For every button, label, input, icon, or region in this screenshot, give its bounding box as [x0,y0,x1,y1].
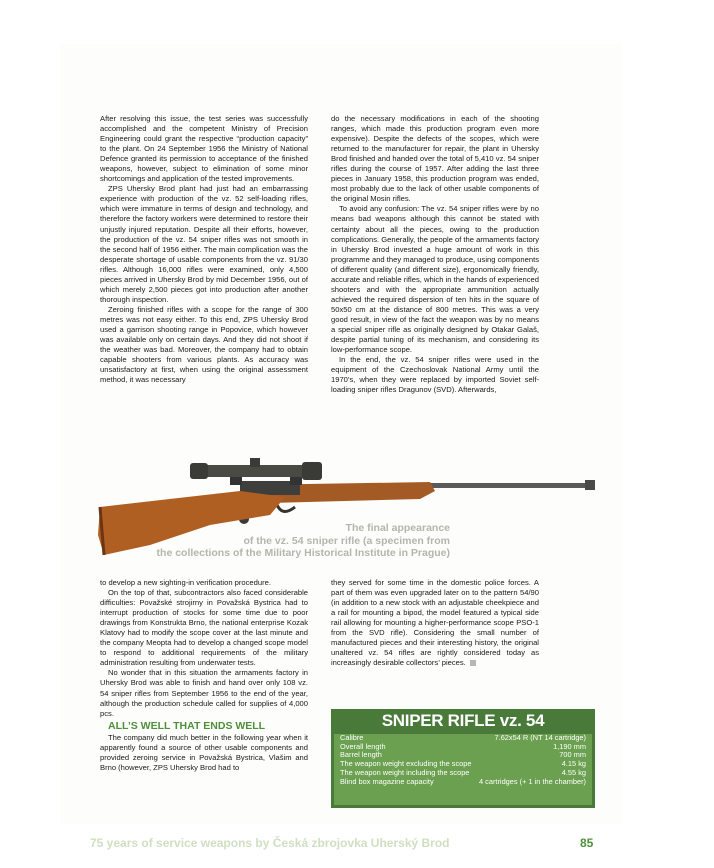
spec-value: 4 cartridges (+ 1 in the chamber) [478,776,586,786]
text-column-2 [331,114,539,395]
spec-value: 1,190 mm [553,741,586,751]
page-number: 85 [580,836,594,850]
paragraph [331,578,539,668]
spec-label: The weapon weight excluding the scope [340,759,472,769]
spec-label: Calibre [340,733,364,742]
spec-value: 4.55 kg [561,767,586,777]
spec-value: 7.62x54 R (NT 14 cartridge) [494,733,586,742]
text-column-4 [331,578,539,668]
end-of-article-icon [470,660,476,666]
rifle-muzzle [585,480,595,490]
spec-label: Overall length [340,741,386,751]
spec-row [334,778,592,787]
caption-line: The final appearance [345,522,450,534]
spec-table [334,734,592,805]
paragraph: No wonder that in this situation the armaments factory in Uhersky Brod was able to finish and hand over only 108 vz. 54 sniper rifles from September 1956 to the end of the year, although the production schedule called for supplies of 4,000 pcs. [100,668,308,718]
section-heading: ALL’S WELL THAT ENDS WELL [108,719,266,732]
paragraph: To avoid any confusion: The vz. 54 sniper rifles were by no means bad weapons although this cannot be stated with certainty about all the pieces, owing to the production complications. Generally, the people of the armaments factory in Uhersky Brod invested a huge amount of work in this programme and they managed to produce, using components of different quality (and different size), ergonomically friendly, accurate and reliable rifles, which in the hands of experienced shooters and with the appropriate ammunition actually achieved the required dispersion of ten hits in the square of 50x50 cm at the distance of 800 metres. This was a very good result, in view of the fact the weapon was by no means a special sniper rifle as originally designed by Otakar Galaš, despite partial tuning of its mechanism, and considering its low-performance scope. [331,204,539,355]
paragraph: do the necessary modifications in each of the shooting ranges, which made this production program even more expensive). Despite the defects of the scopes, which were returned to the manufacturer for repair, the plant in Uhersky Brod finished and handed over the total of 5,410 vz. 54 sniper rifles during the course of 1957. After adding the last three pieces in January 1958, this production program was ended, most probably due to the lack of other usable components of the original Mosin rifles. [331,114,539,204]
paragraph: On the top of that, subcontractors also faced considerable difficulties: Považské strojirny in Považská Bystrica had to interrupt production of stocks for some time due to poor drawings from Konstrukta Brno, the national enterprise Kozak Klatovy had to modify the scope cover at the last minute and the company Meopta had to develop a changed scope model to respond to additional requirements of the military administration resulting from underwater tests. [100,588,308,668]
paragraph: to develop a new sighting-in verification procedure. [100,578,271,587]
paragraph: Zeroing finished rifles with a scope for the range of 300 metres was not easy either. To this end, ZPS Uhersky Brod used a garrison shooting range in Popovice, which however was available only on certain days. And they did not shoot if the weather was bad. Moreover, the company had to obtain capable shooters from various plants. As accuracy was unsatisfactory at first, when using the original assessment method, it was necessary [100,304,308,385]
spec-label: Barrel length [340,750,382,760]
spec-label: Blind box magazine capacity [340,776,434,786]
spec-title: SNIPER RIFLE vz. 54 [381,711,545,730]
paragraph: ZPS Uhersky Brod plant had just had an embarrassing experience with production of the vz. 52 self-loading rifles, which were immature in terms of design and technology, and therefore the factory workers were determined to restore their unjustly injured reputation. Despite all their efforts, however, the production of the vz. 54 sniper rifles was not smooth in the second half of 1956 either. The main complication was the desperate shortage of usable components from the vz. 91/30 rifles. Although 16,000 rifles were examined, only 4,500 pieces arrived in Uhersky Brod by mid December 1956, out of which merely 2,500 pieces got into production after another thorough inspection. [100,184,308,304]
photo-caption [150,522,450,560]
caption-line: the collections of the Military Historical Institute in Prague) [156,547,450,559]
paragraph-text: they served for some time in the domestic police forces. A part of them was even upgraded later on to the pattern 54/90 (in addition to a new stock with an adjustable cheekpiece and a rail for mounting a bipod, the model featured a typical side rail allowing for mounting a higher-performance scope PSO-1 from the SVD rifle). Considering the small number of manufactured pieces and their interesting history, the original unaltered vz. 54 rifles are rightly considered today as increasingly desirable collectors’ pieces. [331,578,539,668]
footer-text: 75 years of service weapons by Česká zbrojovka Uherský Brod [90,836,450,850]
spec-box [331,709,595,808]
paragraph: After resolving this issue, the test series was successfully accomplished and the competent Ministry of Precision Engineering could grant the respective “production capacity” to the plant. On 24 September 1956 the Ministry of National Defence granted its permission to acceptance of the finished weapons, however, subject to elimination of some minor shortcomings and application of the tested improvements. [100,114,308,184]
spec-value: 700 mm [559,750,586,760]
paragraph: In the end, the vz. 54 sniper rifles were used in the equipment of the Czechoslovak National Army until the 1970’s, when they were replaced by imported Soviet self-loading sniper rifles Dragunov (SVD). Afterwards, [331,355,539,395]
caption-line: of the vz. 54 sniper rifle (a specimen from [243,534,450,547]
paragraph: The company did much better in the following year when it apparently found a source of other usable components and provided zeroing service in Považská Bystrica, Vlašim and Brno (however, ZPS Uhersky Brod had to [100,732,308,772]
text-column-1 [100,114,308,385]
spec-label: The weapon weight including the scope [340,767,470,777]
text-column-3 [100,578,308,773]
spec-value: 4.15 kg [561,759,586,769]
